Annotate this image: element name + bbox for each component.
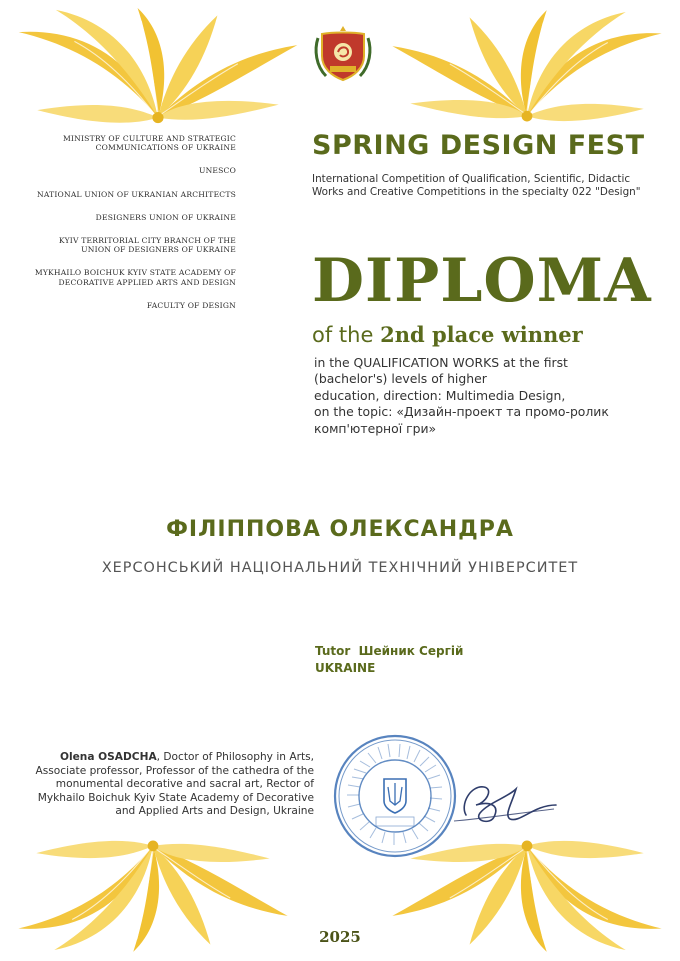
place-title: 2nd place winner — [380, 322, 583, 347]
org-faculty: FACULTY OF DESIGN — [146, 300, 236, 310]
award-details — [314, 355, 659, 437]
org-kyiv-branch: KYIV TERRITORIAL CITY BRANCH OF THE UNION OF DESIGNERS OF UKRAINE — [58, 236, 236, 255]
rector-signature — [450, 775, 560, 830]
top-left-leaf-ornament — [8, 8, 308, 138]
org-designers-union: DESIGNERS UNION OF UKRAINE — [95, 212, 236, 222]
top-right-leaf-ornament — [382, 8, 672, 138]
winner-university: ХЕРСОНСЬКИЙ НАЦІОНАЛЬНИЙ ТЕХНІЧНИЙ УНІВЕРСИТЕТ — [101, 560, 579, 576]
details-line: in the QUALIFICATION WORKS at the first — [314, 355, 568, 370]
official-stamp-seal — [332, 733, 458, 859]
details-line: комп'ютерної гри» — [314, 420, 437, 436]
competition-subtitle: International Competition of Qualification, Scientific, Didactic Works and Creative Competitions in the specialty 022 "Design" — [312, 173, 641, 198]
org-unesco: UNESCO — [198, 166, 236, 176]
competition-title: SPRING DESIGN FEST — [312, 130, 645, 161]
details-line: (bachelor's) levels of higher — [314, 371, 487, 387]
rector-description: , Doctor of Philosophy in Arts, Associate professor, Professor of the cathedra of the monumental decorative and sacral art, Rector of Mykhailo Boichuk Kyiv State Academy of Decorative and Applied Arts and Design, Ukraine — [35, 751, 314, 818]
org-boichuk-academy: MYKHAILO BOICHUK KYIV STATE ACADEMY OF DECORATIVE APPLIED ARTS AND DESIGN — [34, 268, 236, 287]
diploma-heading: DIPLOMA — [312, 246, 652, 316]
org-ministry: MINISTRY OF CULTURE AND STRATEGIC COMMUNICATIONS OF UKRAINE — [62, 134, 236, 153]
tutor-block — [315, 643, 463, 677]
rector-credentials — [18, 751, 314, 819]
place-prefix: of the — [312, 323, 374, 347]
winner-name: ФІЛІППОВА ОЛЕКСАНДРА — [166, 517, 514, 542]
org-architects-union: NATIONAL UNION OF UKRANIAN ARCHITECTS — [36, 189, 236, 199]
organizations-list — [30, 134, 236, 324]
rector-name: Olena OSADCHA — [59, 751, 157, 763]
tutor-line: Tutor Шейник Сергій — [315, 644, 464, 658]
award-year: 2025 — [319, 928, 361, 946]
details-line: on the topic: «Дизайн-проект та промо-ролик — [314, 404, 609, 420]
place-line — [312, 322, 583, 347]
academy-emblem-icon — [312, 22, 374, 84]
details-line: education, direction: Multimedia Design, — [314, 387, 566, 403]
tutor-country: UKRAINE — [315, 661, 376, 675]
